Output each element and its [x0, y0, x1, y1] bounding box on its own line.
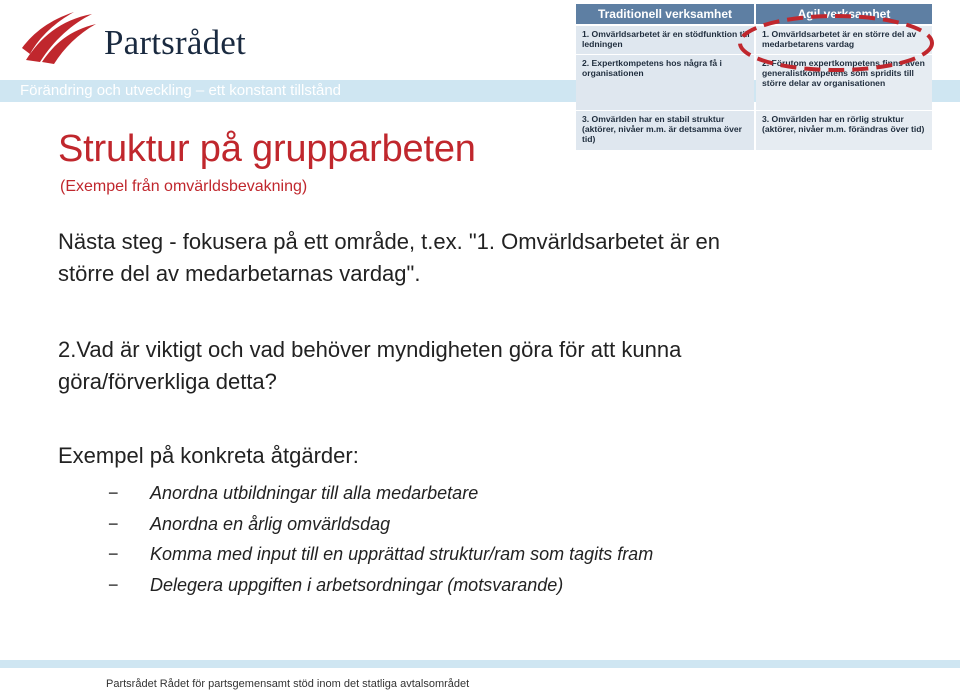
- paragraph-question: [58, 334, 681, 398]
- tagline: Förändring och utveckling – ett konstant tillstånd: [20, 82, 342, 99]
- examples-list: [108, 478, 653, 600]
- table-cell: 1. Omvärldsarbetet är en större del av medarbetarens vardag: [762, 29, 917, 49]
- table-cell: 2. Förutom expertkompetens finns även generalistkompetens som spridits till större delar av organisationen: [762, 58, 925, 88]
- paragraph-line: större del av medarbetarnas vardag".: [58, 261, 421, 286]
- bullet-dash: −: [108, 544, 119, 564]
- slide-subtitle: (Exempel från omvärldsbevakning): [60, 178, 308, 195]
- paragraph-line: göra/förverkliga detta?: [58, 369, 277, 394]
- table-column-traditional: [576, 26, 754, 150]
- examples-heading: Exempel på konkreta åtgärder:: [58, 443, 359, 468]
- bullet-dash: −: [108, 574, 119, 595]
- bullet-dash: −: [108, 483, 119, 503]
- bullet-dash: −: [108, 513, 119, 534]
- table-cell: 3. Omvärlden har en rörlig struktur (aktörer, nivåer m.m. förändras över tid): [762, 114, 925, 134]
- list-item-text: Delegera uppgiften i arbetsordningar (motsvarande): [150, 574, 564, 595]
- table-cell: 2. Expertkompetens hos några få i organisationen: [582, 58, 722, 78]
- highlight-ellipse: [736, 12, 936, 74]
- table-heading-traditional: Traditionell verksamhet: [576, 4, 754, 24]
- list-item: [108, 570, 653, 601]
- paragraph-line: 2.Vad är viktigt och vad behöver myndigheten göra för att kunna: [58, 337, 682, 362]
- table-cell: 3. Omvärlden har en stabil struktur (aktörer, nivåer m.m. är detsamma över tid): [582, 114, 743, 144]
- logo-swoosh-icon: [20, 8, 100, 68]
- table-divider: [576, 54, 754, 55]
- table-divider: [756, 110, 932, 111]
- paragraph-next-step: [58, 226, 720, 290]
- list-item: [108, 539, 653, 570]
- footer-text: Partsrådet Rådet för partsgemensamt stöd inom det statliga avtalsområdet: [106, 678, 470, 690]
- list-item-text: Anordna utbildningar till alla medarbetare: [150, 483, 479, 503]
- list-item: [108, 509, 653, 540]
- list-item-text: Anordna en årlig omvärldsdag: [150, 513, 391, 534]
- slide-title: Struktur på grupparbeten: [58, 128, 476, 170]
- paragraph-line: Nästa steg - fokusera på ett område, t.ex. "1. Omvärldsarbetet är en: [58, 229, 721, 254]
- partsradet-logo: [20, 8, 270, 68]
- footer-band: [0, 660, 960, 668]
- logo-text: Partsrådet: [104, 23, 246, 62]
- table-heading-agile: Agil verksamhet: [756, 4, 932, 24]
- list-item-text: Komma med input till en upprättad struktur/ram som tagits fram: [150, 544, 654, 564]
- table-divider: [576, 110, 754, 111]
- list-item: [108, 478, 653, 509]
- table-cell: 1. Omvärldsarbetet är en stödfunktion till ledningen: [582, 29, 750, 49]
